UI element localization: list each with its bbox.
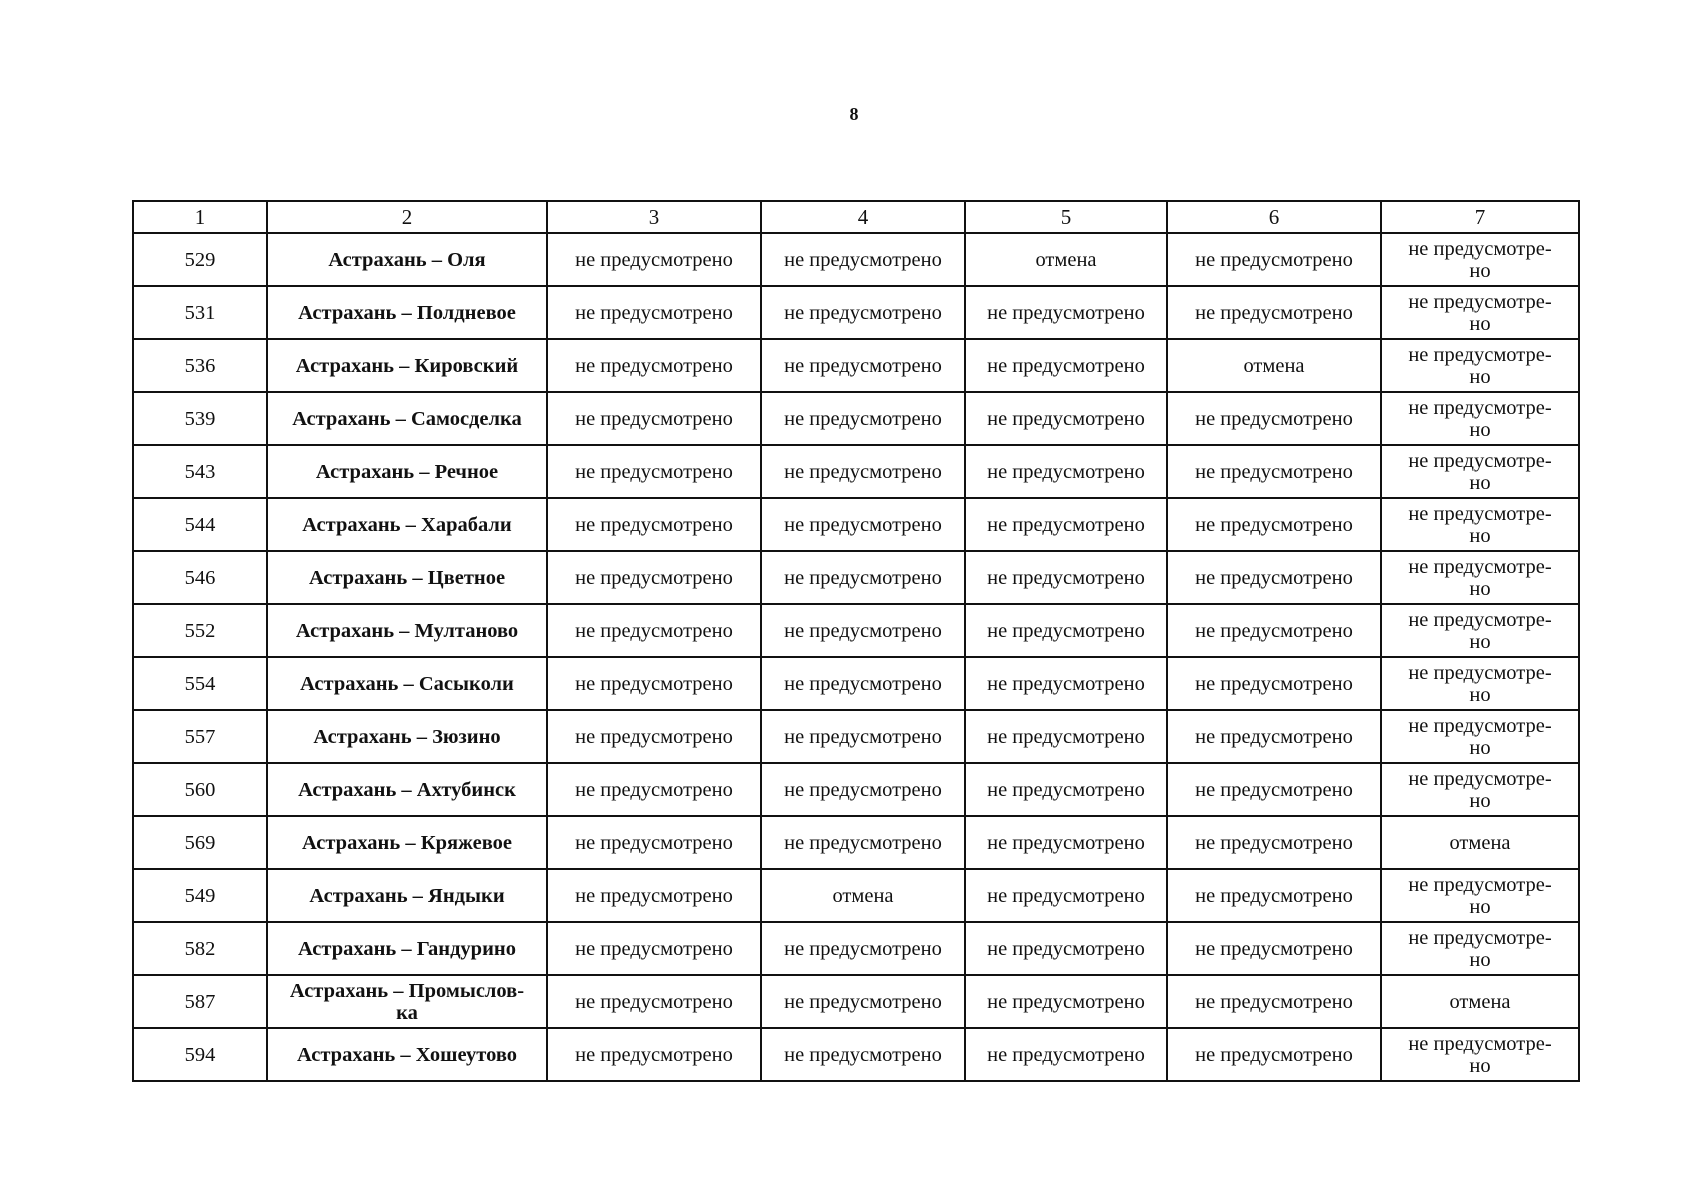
route-number-cell: 544 [133, 498, 267, 551]
status-cell-c5: не предусмотрено [965, 445, 1167, 498]
status-line: но [1469, 630, 1491, 653]
status-cell-c4: не предусмотрено [761, 604, 965, 657]
status-line: не предусмотре- [1408, 396, 1552, 419]
column-header-5: 5 [965, 201, 1167, 233]
route-name-cell [267, 1028, 547, 1081]
status-cell-c3: не предусмотрено [547, 763, 761, 816]
table-row [133, 339, 1579, 392]
status-line: не предусмотре- [1408, 714, 1552, 737]
status-cell-c3: не предусмотрено [547, 339, 761, 392]
route-number-cell: 549 [133, 869, 267, 922]
route-name-line: Астрахань – Промыслов- [289, 979, 525, 1002]
status-cell-c4: не предусмотрено [761, 763, 965, 816]
status-line: но [1469, 418, 1491, 441]
route-number-cell: 560 [133, 763, 267, 816]
status-cell-c7 [1381, 339, 1579, 392]
status-line: не предусмотре- [1408, 290, 1552, 313]
status-cell-c7 [1381, 286, 1579, 339]
column-header-4: 4 [761, 201, 965, 233]
route-name-line: Астрахань – Мултаново [295, 619, 519, 642]
route-number-cell: 539 [133, 392, 267, 445]
route-name-line: Астрахань – Кировский [295, 354, 519, 377]
status-cell-c5: не предусмотрено [965, 392, 1167, 445]
status-cell-c4: отмена [761, 869, 965, 922]
status-cell-c3: не предусмотрено [547, 498, 761, 551]
status-cell-c7 [1381, 922, 1579, 975]
route-name-line: Астрахань – Хошеутово [296, 1043, 518, 1066]
route-number-cell: 546 [133, 551, 267, 604]
status-cell-c4: не предусмотрено [761, 498, 965, 551]
route-number-cell: 594 [133, 1028, 267, 1081]
route-number-cell: 531 [133, 286, 267, 339]
status-cell-c3: не предусмотрено [547, 604, 761, 657]
table-row [133, 763, 1579, 816]
route-name-line: Астрахань – Яндыки [309, 884, 505, 907]
table-row [133, 710, 1579, 763]
status-cell-c6: отмена [1167, 339, 1381, 392]
route-name-line: Астрахань – Цветное [308, 566, 506, 589]
route-name-line: Астрахань – Харабали [302, 513, 512, 536]
status-cell-c4: не предусмотрено [761, 710, 965, 763]
route-schedule-table [132, 200, 1580, 1082]
route-name-cell [267, 975, 547, 1028]
status-cell-c4: не предусмотрено [761, 286, 965, 339]
status-cell-c6: не предусмотрено [1167, 763, 1381, 816]
route-number-cell: 582 [133, 922, 267, 975]
route-name-line: Астрахань – Гандурино [298, 937, 516, 960]
status-cell-c6: не предусмотрено [1167, 657, 1381, 710]
status-cell-c6: не предусмотрено [1167, 869, 1381, 922]
route-name-cell [267, 233, 547, 286]
route-number-cell: 536 [133, 339, 267, 392]
status-line: не предусмотре- [1408, 608, 1552, 631]
route-name-cell [267, 392, 547, 445]
route-number-cell: 569 [133, 816, 267, 869]
status-line: но [1469, 736, 1491, 759]
status-line: не предусмотре- [1408, 926, 1552, 949]
status-cell-c3: не предусмотрено [547, 975, 761, 1028]
status-line: но [1469, 683, 1491, 706]
route-name-cell [267, 498, 547, 551]
status-cell-c3: не предусмотрено [547, 233, 761, 286]
status-line: но [1469, 259, 1491, 282]
table-row [133, 1028, 1579, 1081]
route-name-cell [267, 604, 547, 657]
column-header-7: 7 [1381, 201, 1579, 233]
route-number-cell: 557 [133, 710, 267, 763]
status-line: но [1469, 312, 1491, 335]
route-name-cell [267, 763, 547, 816]
table-row [133, 657, 1579, 710]
status-cell-c4: не предусмотрено [761, 392, 965, 445]
status-cell-c6: не предусмотрено [1167, 551, 1381, 604]
route-name-line: Астрахань – Ахтубинск [298, 778, 516, 801]
route-name-line: Астрахань – Оля [328, 248, 486, 271]
status-cell-c3: не предусмотрено [547, 1028, 761, 1081]
table-row [133, 445, 1579, 498]
table-row [133, 869, 1579, 922]
status-cell-c3: не предусмотрено [547, 869, 761, 922]
status-cell-c5: не предусмотрено [965, 657, 1167, 710]
status-line: но [1469, 1054, 1491, 1077]
table-row [133, 975, 1579, 1028]
table-body [133, 233, 1579, 1081]
status-cell-c7 [1381, 1028, 1579, 1081]
status-cell-c6: не предусмотрено [1167, 922, 1381, 975]
status-cell-c5: не предусмотрено [965, 869, 1167, 922]
status-cell-c3: не предусмотрено [547, 445, 761, 498]
status-line: но [1469, 524, 1491, 547]
status-cell-c6: не предусмотрено [1167, 816, 1381, 869]
status-line: не предусмотре- [1408, 449, 1552, 472]
status-cell-c3: не предусмотрено [547, 392, 761, 445]
status-cell-c5: не предусмотрено [965, 922, 1167, 975]
status-cell-c3: не предусмотрено [547, 286, 761, 339]
route-name-line: Астрахань – Речное [315, 460, 499, 483]
route-name-cell [267, 339, 547, 392]
status-cell-c7 [1381, 869, 1579, 922]
status-cell-c7 [1381, 604, 1579, 657]
status-line: не предусмотре- [1408, 661, 1552, 684]
status-cell-c5: не предусмотрено [965, 551, 1167, 604]
status-line: не предусмотре- [1408, 1032, 1552, 1055]
status-cell-c7 [1381, 392, 1579, 445]
status-line: не предусмотре- [1408, 237, 1552, 260]
column-header-3: 3 [547, 201, 761, 233]
status-cell-c7 [1381, 445, 1579, 498]
table-row [133, 551, 1579, 604]
status-cell-c6: не предусмотрено [1167, 445, 1381, 498]
status-line: отмена [1449, 990, 1511, 1013]
route-name-cell [267, 657, 547, 710]
route-number-cell: 587 [133, 975, 267, 1028]
status-line: не предусмотре- [1408, 343, 1552, 366]
route-number-cell: 554 [133, 657, 267, 710]
route-name-line: ка [396, 1001, 418, 1024]
status-cell-c4: не предусмотрено [761, 233, 965, 286]
status-cell-c3: не предусмотрено [547, 816, 761, 869]
table-row [133, 604, 1579, 657]
status-cell-c5: не предусмотрено [965, 604, 1167, 657]
status-line: не предусмотре- [1408, 873, 1552, 896]
status-cell-c6: не предусмотрено [1167, 233, 1381, 286]
status-cell-c6: не предусмотрено [1167, 710, 1381, 763]
status-cell-c5: не предусмотрено [965, 763, 1167, 816]
status-cell-c5: не предусмотрено [965, 975, 1167, 1028]
route-name-cell [267, 445, 547, 498]
status-cell-c4: не предусмотрено [761, 816, 965, 869]
table-row [133, 816, 1579, 869]
route-number-cell: 543 [133, 445, 267, 498]
status-line: но [1469, 895, 1491, 918]
status-cell-c6: не предусмотрено [1167, 604, 1381, 657]
column-header-6: 6 [1167, 201, 1381, 233]
route-name-cell [267, 551, 547, 604]
status-cell-c3: не предусмотрено [547, 551, 761, 604]
status-cell-c5: не предусмотрено [965, 286, 1167, 339]
route-name-line: Астрахань – Кряжевое [301, 831, 513, 854]
status-line: не предусмотре- [1408, 555, 1552, 578]
status-cell-c7 [1381, 763, 1579, 816]
status-cell-c7 [1381, 498, 1579, 551]
table-row [133, 286, 1579, 339]
status-cell-c7 [1381, 975, 1579, 1028]
table-row [133, 922, 1579, 975]
status-line: но [1469, 789, 1491, 812]
status-line: но [1469, 948, 1491, 971]
status-cell-c5: отмена [965, 233, 1167, 286]
route-number-cell: 552 [133, 604, 267, 657]
table-row [133, 233, 1579, 286]
status-cell-c4: не предусмотрено [761, 922, 965, 975]
route-name-cell [267, 922, 547, 975]
status-cell-c4: не предусмотрено [761, 339, 965, 392]
status-line: но [1469, 365, 1491, 388]
status-cell-c5: не предусмотрено [965, 498, 1167, 551]
route-number-cell: 529 [133, 233, 267, 286]
column-header-2: 2 [267, 201, 547, 233]
status-cell-c7 [1381, 233, 1579, 286]
status-line: но [1469, 471, 1491, 494]
status-cell-c7 [1381, 551, 1579, 604]
status-cell-c4: не предусмотрено [761, 445, 965, 498]
route-name-line: Астрахань – Самосделка [292, 407, 522, 430]
status-cell-c5: не предусмотрено [965, 1028, 1167, 1081]
status-cell-c3: не предусмотрено [547, 922, 761, 975]
column-number-row [133, 201, 1579, 233]
route-name-cell [267, 816, 547, 869]
status-cell-c6: не предусмотрено [1167, 286, 1381, 339]
status-cell-c7 [1381, 710, 1579, 763]
status-cell-c4: не предусмотрено [761, 657, 965, 710]
status-cell-c6: не предусмотрено [1167, 498, 1381, 551]
route-name-cell [267, 710, 547, 763]
table-row [133, 392, 1579, 445]
status-cell-c4: не предусмотрено [761, 1028, 965, 1081]
route-name-cell [267, 869, 547, 922]
status-line: не предусмотре- [1408, 502, 1552, 525]
status-cell-c7 [1381, 816, 1579, 869]
route-name-line: Астрахань – Полдневое [298, 301, 516, 324]
route-name-cell [267, 286, 547, 339]
table-row [133, 498, 1579, 551]
status-line: но [1469, 577, 1491, 600]
status-cell-c6: не предусмотрено [1167, 392, 1381, 445]
route-name-line: Астрахань – Зюзино [313, 725, 501, 748]
status-cell-c5: не предусмотрено [965, 710, 1167, 763]
status-cell-c3: не предусмотрено [547, 710, 761, 763]
status-cell-c6: не предусмотрено [1167, 1028, 1381, 1081]
status-cell-c5: не предусмотрено [965, 339, 1167, 392]
status-cell-c3: не предусмотрено [547, 657, 761, 710]
status-cell-c4: не предусмотрено [761, 975, 965, 1028]
status-line: отмена [1449, 831, 1511, 854]
column-header-1: 1 [133, 201, 267, 233]
route-name-line: Астрахань – Сасыколи [300, 672, 514, 695]
page-number: 8 [849, 104, 859, 124]
status-cell-c6: не предусмотрено [1167, 975, 1381, 1028]
status-cell-c5: не предусмотрено [965, 816, 1167, 869]
status-cell-c7 [1381, 657, 1579, 710]
status-cell-c4: не предусмотрено [761, 551, 965, 604]
status-line: не предусмотре- [1408, 767, 1552, 790]
